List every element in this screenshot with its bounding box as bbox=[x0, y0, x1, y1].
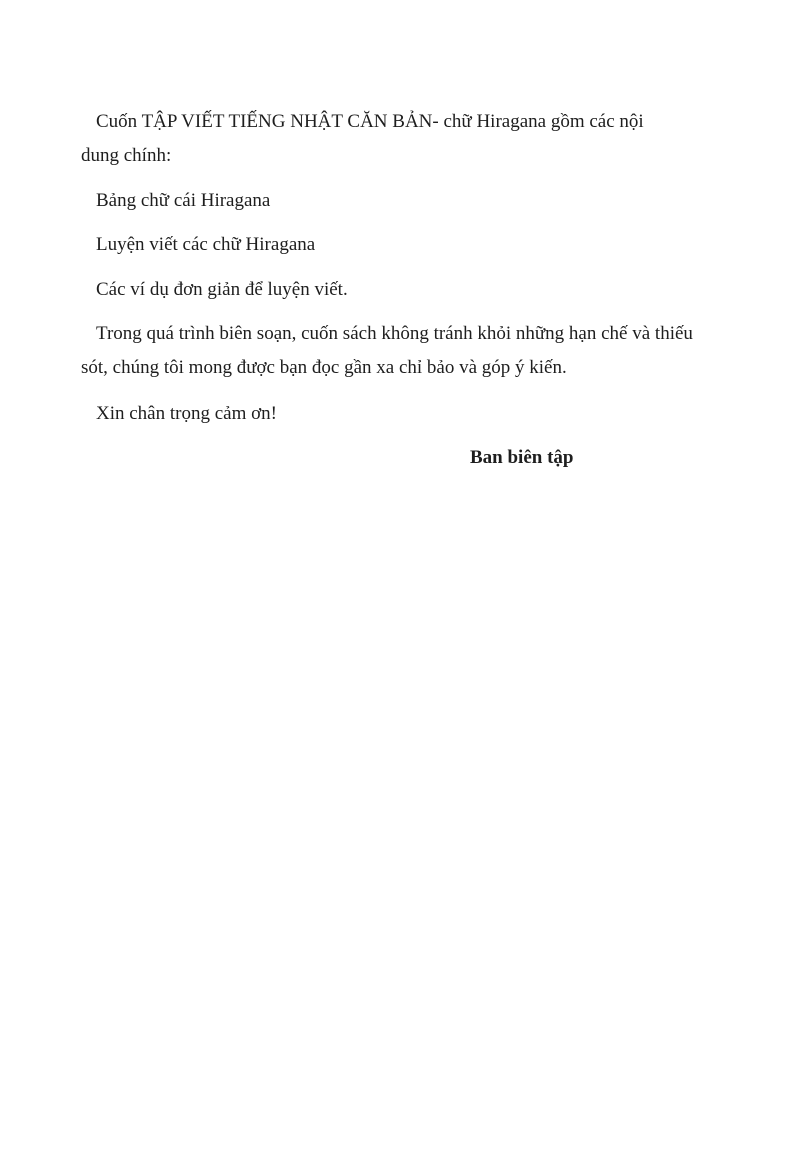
intro-line-1: Cuốn TẬP VIẾT TIẾNG NHẬT CĂN BẢN- chữ Hiragana gồm các nội bbox=[96, 111, 644, 132]
content-item-alphabet-table: Bảng chữ cái Hiragana bbox=[96, 190, 271, 211]
signature-editorial-board: Ban biên tập bbox=[470, 447, 574, 468]
content-item-writing-practice: Luyện viết các chữ Hiragana bbox=[96, 234, 316, 255]
notice-line-1: Trong quá trình biên soạn, cuốn sách không tránh khỏi những hạn chế và thiếu bbox=[96, 323, 693, 344]
closing-thanks: Xin chân trọng cảm ơn! bbox=[96, 403, 277, 424]
intro-line-2: dung chính: bbox=[81, 145, 172, 166]
content-item-simple-examples: Các ví dụ đơn giản để luyện viết. bbox=[96, 279, 348, 300]
notice-line-2: sót, chúng tôi mong được bạn đọc gần xa chỉ bảo và góp ý kiến. bbox=[81, 357, 567, 378]
